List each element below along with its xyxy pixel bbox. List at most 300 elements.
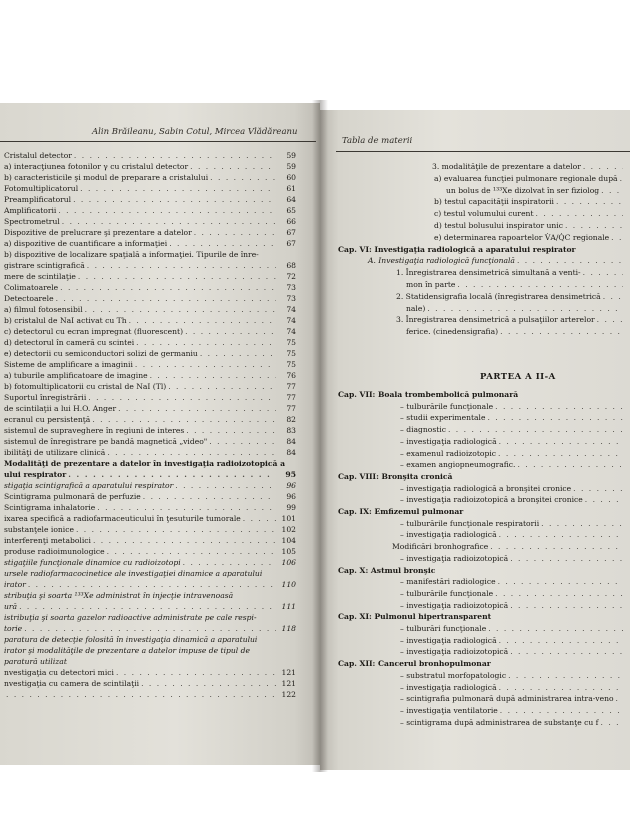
toc-leader-dots [565, 221, 623, 230]
toc-entry-text: Fotomultiplicatorul [4, 184, 79, 193]
toc-entry [4, 250, 296, 259]
book-gutter [312, 100, 328, 772]
toc-entry [4, 602, 296, 611]
toc-entry [4, 426, 296, 435]
toc-entry [432, 162, 625, 171]
toc-entry [4, 459, 296, 468]
toc-entry-text: Scintigrama inhalatorie [4, 503, 96, 512]
toc-leader-dots [601, 718, 624, 727]
toc-entry [4, 558, 296, 567]
toc-entry-text: sistemul de înregistrare pe bandă magnetică „video" [4, 437, 208, 446]
right-running-head: Tabla de materii [342, 136, 413, 146]
toc-entry-page: 118 [281, 624, 296, 633]
toc-entry-text: Suportul înregistrării [4, 393, 87, 402]
toc-entry [400, 495, 625, 504]
toc-entry-text: Cap. VIII: Bronşita cronică [338, 471, 453, 481]
toc-leader-dots [585, 495, 623, 504]
toc-entry [396, 315, 625, 324]
toc-leader-dots [194, 228, 276, 237]
toc-entry-text: nvestigaţia cu detectori mici [4, 668, 114, 677]
toc-leader-dots [80, 184, 276, 193]
toc-entry-text: Sisteme de amplificare a imaginii [4, 360, 133, 369]
toc-entry-text: – tulburările funcţionale respiratorii [400, 518, 540, 528]
toc-entry [4, 503, 296, 512]
toc-entry-page: 60 [286, 173, 296, 182]
toc-entry [4, 272, 296, 281]
toc-entry-text: c) detectorul cu ecran impregnat (fluorescent) [4, 327, 184, 336]
toc-leader-dots [510, 601, 623, 610]
toc-entry [4, 679, 296, 688]
toc-entry-text: ursele radiofarmacocinetice ale investigaţiei dinamice a aparatului [4, 569, 263, 578]
toc-entry-page: 82 [286, 415, 296, 424]
toc-entry-page: 101 [281, 514, 296, 523]
toc-entry [4, 151, 296, 160]
toc-entry [434, 233, 625, 242]
toc-entry-text: stigaţiile funcţionale dinamice cu radioizotopi [4, 558, 181, 567]
toc-leader-dots [183, 558, 276, 567]
toc-entry [4, 371, 296, 380]
toc-entry-text: ului respirator [4, 470, 67, 479]
toc-leader-dots [175, 481, 276, 490]
toc-entry-text: a) evaluarea funcţiei pulmonare regionale după [434, 173, 618, 183]
toc-entry-text: d) testul bolusului inspirator unic [434, 221, 563, 230]
toc-entry [4, 173, 296, 182]
right-page [320, 110, 630, 770]
toc-entry [4, 470, 296, 479]
toc-entry-text: Modificări bronhografice [392, 542, 489, 552]
toc-entry-page: 96 [286, 481, 296, 490]
toc-leader-dots [427, 304, 623, 313]
toc-entry [4, 206, 296, 215]
toc-entry-text: – investigaţia radiologică [400, 436, 497, 446]
toc-entry [400, 601, 625, 610]
toc-leader-dots [68, 470, 276, 479]
toc-entry-text: de scintilaţii a lui H.O. Anger [4, 404, 117, 413]
toc-leader-dots [499, 437, 623, 446]
toc-leader-dots [169, 239, 276, 248]
toc-entry-page: 68 [286, 261, 296, 270]
toc-leader-dots [78, 272, 276, 281]
toc-entry [4, 294, 296, 303]
toc-entry-text: ecranul cu persistenţă [4, 415, 91, 424]
toc-leader-dots [210, 173, 276, 182]
toc-entry-text: b) caracteristicile şi modul de preparare a cristalului [4, 173, 209, 182]
toc-entry-text: a) tuburile amplificatoare de imagine [4, 371, 148, 380]
toc-entry-text: – investigaţia radiologică [400, 530, 497, 540]
toc-entry-text: – examenul radioizotopic [400, 448, 497, 458]
toc-entry-text: – investigaţia ventilatorie [400, 705, 498, 715]
toc-entry-text: produse radioimunologice [4, 547, 105, 556]
toc-entry-page: 74 [286, 316, 296, 325]
toc-leader-dots [168, 382, 276, 391]
toc-leader-dots [500, 706, 623, 715]
toc-leader-dots [517, 460, 623, 469]
toc-leader-dots [28, 580, 276, 589]
toc-entry-page: 121 [281, 679, 296, 688]
toc-entry-page: 73 [286, 294, 296, 303]
toc-entry [4, 360, 296, 369]
toc-entry-page: 84 [286, 437, 296, 446]
toc-leader-dots [495, 589, 623, 598]
toc-entry-text: – tulburările funcţionale [400, 401, 494, 411]
toc-entry-page: 65 [286, 206, 296, 215]
toc-entry-text: b) dispozitive de localizare spaţială a informaţiei. Tipurile de înre- [4, 250, 259, 259]
toc-leader-dots [510, 647, 623, 656]
toc-entry-page: 76 [286, 371, 296, 380]
left-running-head: Alin Brăileanu, Sabin Cotul, Mircea Vlădăreanu [92, 127, 298, 137]
toc-entry-text: Cap. VII: Boala trombembolică pulmonară [338, 390, 519, 399]
toc-entry [400, 530, 625, 539]
toc-entry-text: Cristalul detector [4, 151, 72, 160]
toc-entry-page: 102 [281, 525, 296, 534]
toc-entry-text: Cap. IX: Emfizemul pulmonar [338, 507, 464, 516]
toc-leader-dots [597, 315, 623, 324]
toc-entry-text: stigaţia scintigrafică a aparatului respirator [4, 481, 174, 490]
toc-entry-text: Dispozitive de prelucrare şi prezentare a datelor [4, 228, 192, 237]
toc-entry [4, 525, 296, 534]
toc-entry-text: – scintigrafia pulmonară după administrarea intra-veno [400, 694, 614, 704]
toc-entry [400, 694, 625, 703]
toc-leader-dots [60, 283, 276, 292]
toc-leader-dots [517, 256, 623, 265]
toc-entry [406, 327, 625, 336]
toc-entry [400, 671, 625, 680]
toc-entry [4, 338, 296, 347]
toc-leader-dots [448, 425, 623, 434]
toc-entry [400, 647, 625, 656]
toc-entry [400, 449, 625, 458]
toc-leader-dots [499, 636, 623, 645]
chapter-heading [338, 566, 435, 575]
toc-entry-page: 64 [286, 195, 296, 204]
toc-leader-dots [135, 360, 276, 369]
toc-entry-text: sistemul de supraveghere în regiuni de interes [4, 426, 185, 435]
toc-entry-text: irator şi modalităţile de prezentare a datelor impuse de tipul de [4, 646, 250, 655]
toc-entry [434, 221, 625, 230]
toc-leader-dots [490, 542, 623, 551]
toc-entry [4, 690, 296, 699]
toc-leader-dots [85, 305, 276, 314]
toc-entry [4, 327, 296, 336]
toc-entry [4, 514, 296, 523]
toc-entry-page: 99 [286, 503, 296, 512]
toc-leader-dots [118, 404, 276, 413]
toc-entry-page: 96 [286, 492, 296, 501]
toc-entry [400, 460, 625, 469]
toc-entry-page: 77 [286, 393, 296, 402]
toc-entry-text: paratură utilizat [4, 657, 67, 666]
toc-leader-dots [536, 209, 623, 218]
toc-entry-text: a) dispozitive de cuantificare a informaţiei [4, 239, 168, 248]
toc-entry-page: 77 [286, 382, 296, 391]
toc-entry [400, 577, 625, 586]
toc-entry [400, 437, 625, 446]
toc-leader-dots [136, 338, 276, 347]
toc-entry-text: gistrare scintigrafică [4, 261, 85, 270]
toc-entry [392, 542, 625, 551]
toc-entry-page: 111 [281, 602, 296, 611]
toc-entry [4, 228, 296, 237]
toc-entry-text: – investigaţia radioizotopică [400, 553, 509, 563]
toc-entry-text: – studii experimentale [400, 413, 486, 423]
toc-entry [4, 547, 296, 556]
toc-entry-text: Colimatoarele [4, 283, 59, 292]
toc-entry [4, 536, 296, 545]
toc-entry-page: 77 [286, 404, 296, 413]
toc-entry [4, 217, 296, 226]
toc-leader-dots [92, 415, 276, 424]
chapter-heading [338, 612, 491, 621]
left-header-rule [0, 141, 316, 142]
toc-entry [396, 268, 625, 277]
toc-entry [406, 304, 625, 313]
toc-entry-text: – manifestări radiologice [400, 577, 496, 587]
toc-entry [400, 554, 625, 563]
toc-entry [434, 174, 625, 183]
toc-leader-dots [603, 292, 623, 301]
toc-entry [434, 197, 625, 206]
toc-entry-text: paratura de detecţie folosită în investigaţia dinamică a aparatului [4, 635, 258, 644]
toc-leader-dots [583, 162, 623, 171]
toc-leader-dots [76, 525, 276, 534]
toc-entry-text: 1. Înregistrarea densimetrică simultană a venti- [396, 268, 581, 278]
toc-leader-dots [93, 536, 276, 545]
toc-leader-dots [87, 261, 276, 270]
toc-entry-text: Amplificatorii [4, 206, 57, 215]
toc-leader-dots [73, 195, 276, 204]
toc-entry-text: c) testul volumului curent [434, 209, 534, 219]
toc-entry-text: Preamplificatorul [4, 195, 72, 204]
toc-entry [434, 209, 625, 218]
toc-entry-text: stribuţia şi soarta ¹³³Xe administrat în injecţie intravenoasă [4, 591, 234, 600]
toc-leader-dots [200, 349, 276, 358]
toc-leader-dots [56, 294, 276, 303]
toc-leader-dots [97, 503, 276, 512]
toc-entry [4, 492, 296, 501]
toc-entry-text: d) detectorul în cameră cu scintei [4, 338, 135, 347]
toc-entry-page: 110 [281, 580, 296, 589]
toc-leader-dots [107, 547, 276, 556]
toc-entry [406, 280, 625, 289]
toc-leader-dots [500, 327, 623, 336]
toc-entry [4, 635, 296, 644]
toc-leader-dots [556, 197, 623, 206]
toc-entry-text: ferice. (cinedensigrafia) [406, 327, 499, 337]
toc-leader-dots [107, 448, 276, 457]
toc-entry-page: 59 [286, 162, 296, 171]
toc-entry-page: 74 [286, 305, 296, 314]
toc-entry-page: 61 [286, 184, 296, 193]
toc-entry-text: e) determinarea rapoartelor V̇A/Q̇C regionale [434, 232, 610, 242]
toc-entry-page: 73 [286, 283, 296, 292]
toc-entry [4, 239, 296, 248]
toc-entry [4, 261, 296, 270]
toc-entry-page: 67 [286, 228, 296, 237]
toc-leader-dots [6, 690, 276, 699]
toc-leader-dots [209, 437, 276, 446]
toc-leader-dots [185, 327, 276, 336]
toc-entry [4, 481, 296, 490]
toc-leader-dots [487, 413, 623, 422]
toc-entry-text: Modalităţi de prezentare a datelor în investigaţia radioizotopică a [4, 459, 286, 468]
toc-leader-dots [498, 577, 623, 586]
toc-entry-page: 106 [281, 558, 296, 567]
chapter-heading [338, 245, 576, 254]
toc-entry-page: 75 [286, 360, 296, 369]
toc-entry [400, 624, 625, 633]
toc-entry-text: 2. Statidensigrafia locală (înregistrarea densimetrică [396, 291, 601, 301]
toc-entry-page: 95 [285, 470, 296, 479]
toc-entry-text: b) cristalul de NaI activat cu Th [4, 316, 127, 325]
toc-leader-dots [495, 402, 623, 411]
toc-entry [4, 305, 296, 314]
toc-entry [400, 706, 625, 715]
toc-entry [400, 683, 625, 692]
chapter-heading [338, 507, 463, 516]
toc-entry [400, 484, 625, 493]
toc-entry [4, 393, 296, 402]
toc-entry-text: irator [4, 580, 26, 589]
toc-entry-text: nale) [406, 303, 426, 313]
toc-leader-dots [541, 519, 623, 528]
toc-entry [4, 569, 296, 578]
toc-leader-dots [88, 393, 276, 402]
toc-entry-page: 105 [281, 547, 296, 556]
toc-entry-text: Cap. XII: Cancerul bronhopulmonar [338, 659, 491, 669]
toc-entry-text: ură [4, 602, 18, 611]
toc-leader-dots [143, 492, 276, 501]
toc-entry-page: 66 [286, 217, 296, 226]
toc-entry [4, 657, 296, 666]
toc-entry [4, 404, 296, 413]
toc-leader-dots [186, 426, 276, 435]
toc-entry-text: mon în parte [406, 280, 456, 289]
toc-entry [400, 519, 625, 528]
toc-entry-page: 104 [281, 536, 296, 545]
toc-entry-text: b) fotomultiplicatorii cu cristal de NaI (Tl) [4, 382, 167, 391]
toc-entry-page: 122 [281, 690, 296, 699]
toc-entry-page: 72 [286, 272, 296, 281]
toc-entry-page: 67 [286, 239, 296, 248]
toc-entry-text: – tulburările funcţionale [400, 588, 494, 598]
toc-entry [396, 292, 625, 301]
toc-entry [4, 591, 296, 600]
toc-entry-text: a) filmul fotosensibil [4, 305, 83, 314]
toc-leader-dots [58, 206, 276, 215]
toc-entry [4, 349, 296, 358]
toc-entry-text: – investigaţia radiologică a bronşitei cronice [400, 483, 572, 493]
toc-entry [400, 589, 625, 598]
toc-leader-dots [24, 624, 276, 633]
toc-entry-text: mere de scintilaţie [4, 272, 76, 281]
toc-entry-text: torie [4, 624, 23, 633]
toc-entry-text: A. Investigaţia radiologică funcţională [368, 256, 515, 266]
toc-entry [400, 413, 625, 422]
toc-entry-text: substanţele ionice [4, 525, 74, 534]
toc-entry-text: – diagnostic [400, 425, 446, 435]
toc-entry-text: 3. Înregistrarea densimetrică a pulsaţiilor arterelor [396, 315, 595, 325]
toc-entry-text: – investigaţia radioizotopică [400, 600, 509, 610]
toc-entry-text: – substratul morfopatologic [400, 670, 507, 680]
toc-entry-text: – examen angiopneumografic. [400, 460, 516, 470]
toc-leader-dots [583, 268, 623, 277]
toc-leader-dots [611, 233, 623, 242]
toc-entry [368, 256, 625, 265]
toc-entry-text: – scintigrama după administrarea de substanţe cu f [400, 717, 599, 727]
toc-entry-page: 75 [286, 349, 296, 358]
toc-entry-page: 83 [286, 426, 296, 435]
toc-leader-dots [190, 162, 276, 171]
toc-leader-dots [498, 449, 623, 458]
chapter-heading [338, 659, 491, 668]
toc-entry-text: – investigaţia radioizotopică a bronşitei cronice [400, 495, 583, 505]
toc-entry-text: b) testul capacităţii inspiratorii [434, 197, 554, 207]
toc-leader-dots [150, 371, 276, 380]
toc-leader-dots [19, 602, 276, 611]
toc-leader-dots [457, 280, 623, 289]
part-title: PARTEA A II-A [480, 372, 556, 382]
toc-leader-dots [573, 484, 623, 493]
toc-leader-dots [499, 683, 623, 692]
toc-leader-dots [601, 186, 623, 195]
toc-entry-text: Detectoarele [4, 294, 54, 303]
chapter-heading [338, 390, 518, 399]
toc-entry-page: 74 [286, 327, 296, 336]
toc-entry-text: 3. modalităţile de prezentare a datelor [432, 162, 581, 171]
toc-entry-text: – investigaţia radioizotopică [400, 647, 509, 657]
toc-entry [4, 646, 296, 655]
toc-entry-text: Scintigrama pulmonară de perfuzie [4, 492, 141, 501]
toc-entry-text: Cap. XI: Pulmonul hipertransparent [338, 612, 492, 622]
toc-entry-text: – investigaţia radiologică [400, 682, 497, 692]
toc-entry [4, 415, 296, 424]
toc-entry-text: Cap. VI: Investigaţia radiologică a aparatului respirator [338, 244, 576, 254]
left-page [0, 103, 320, 765]
toc-leader-dots [488, 624, 623, 633]
toc-leader-dots [499, 530, 623, 539]
toc-leader-dots [616, 694, 623, 703]
toc-entry [4, 184, 296, 193]
toc-entry [400, 425, 625, 434]
toc-entry-text: e) detectorii cu semiconductori solizi de germaniu [4, 349, 198, 358]
toc-leader-dots [620, 174, 623, 183]
toc-entry-page: 84 [286, 448, 296, 457]
toc-entry [400, 636, 625, 645]
toc-entry-text: ixarea specifică a radiofarmaceuticului în ţesuturile tumorale [4, 514, 241, 523]
toc-leader-dots [62, 217, 276, 226]
toc-leader-dots [510, 554, 623, 563]
toc-entry [4, 448, 296, 457]
toc-entry-text: istribuţia şi soarta gazelor radioactive administrate pe cale respi- [4, 613, 257, 622]
toc-entry [4, 624, 296, 633]
toc-entry [4, 613, 296, 622]
toc-entry [4, 283, 296, 292]
right-header-rule [336, 151, 630, 152]
toc-entry [4, 162, 296, 171]
toc-entry-text: un bolus de ¹³³Xe dizolvat în ser fiziolog [446, 185, 600, 195]
toc-leader-dots [508, 671, 623, 680]
toc-entry-text: ibilităţi de utilizare clinică [4, 448, 106, 457]
toc-leader-dots [116, 668, 276, 677]
toc-entry-text: Spectrometrul [4, 217, 60, 226]
toc-entry [4, 580, 296, 589]
toc-leader-dots [74, 151, 276, 160]
toc-entry-page: 59 [286, 151, 296, 160]
toc-entry-text: a) interacţiunea fotonilor γ cu cristalul detector [4, 162, 189, 171]
toc-entry [4, 316, 296, 325]
toc-entry-page: 121 [281, 668, 296, 677]
chapter-heading [338, 472, 452, 481]
